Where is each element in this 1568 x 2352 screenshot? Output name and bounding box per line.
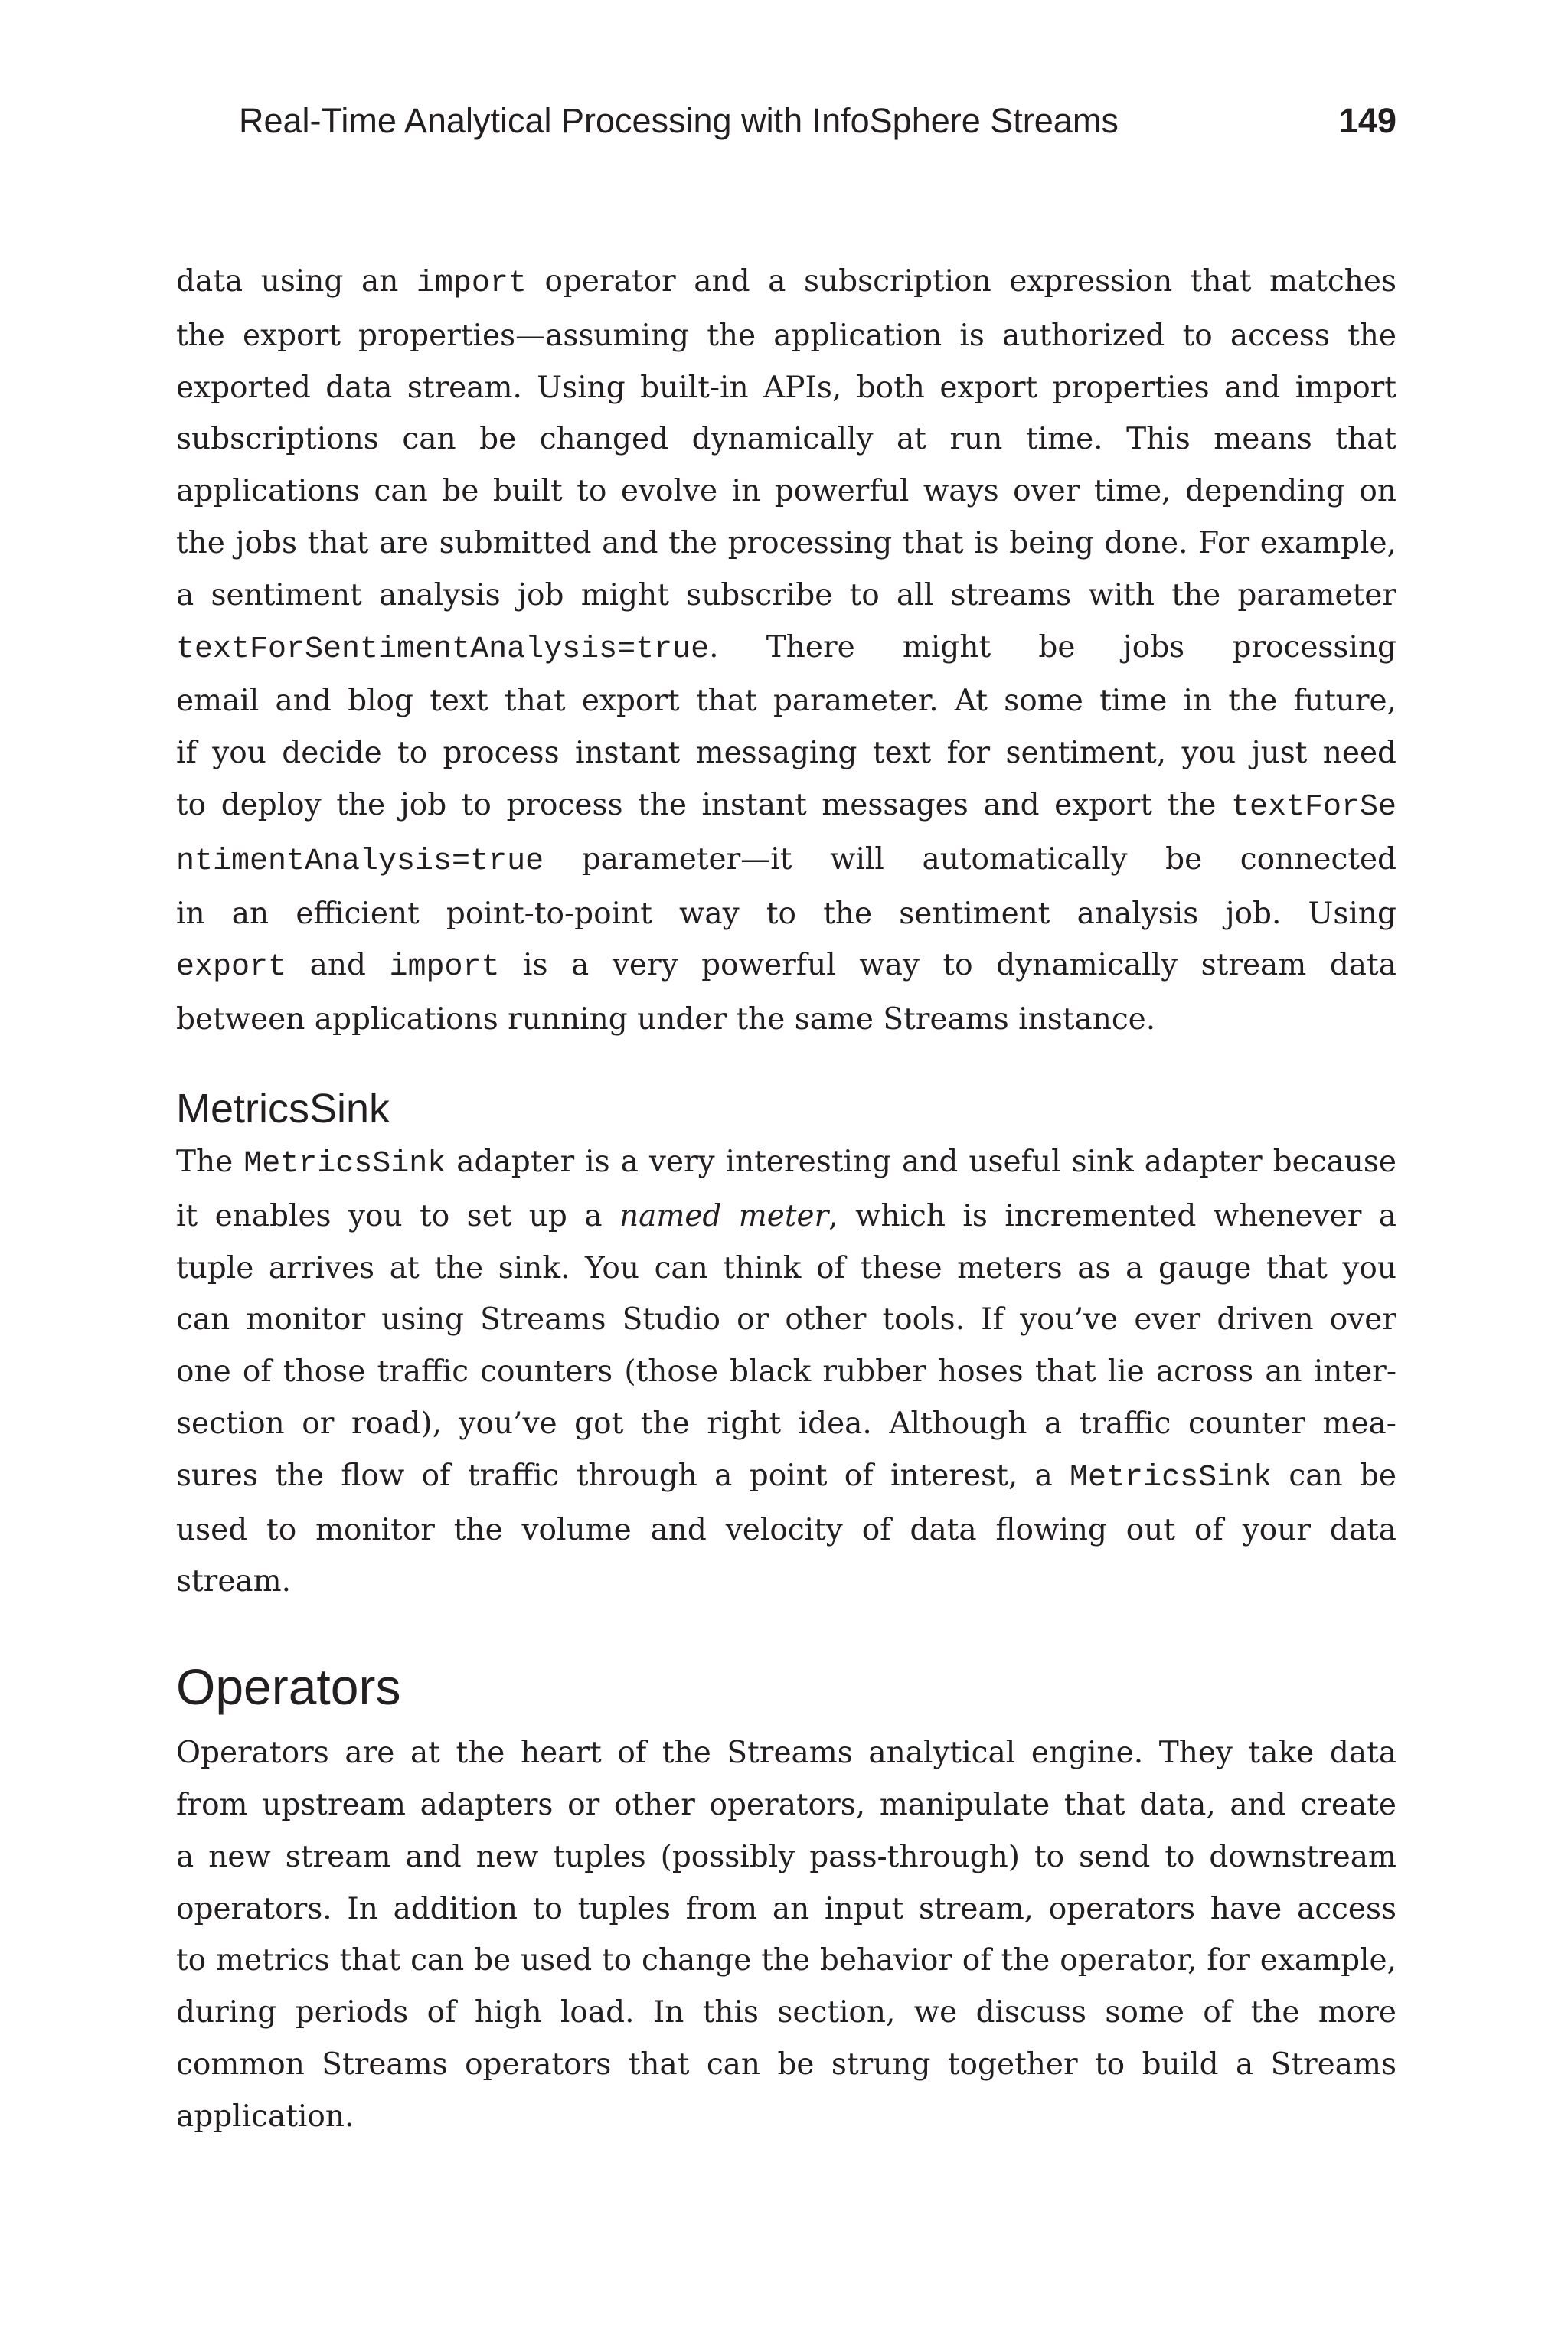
section-heading-operators: Operators xyxy=(176,1658,401,1716)
paragraph-operators xyxy=(176,1727,1396,2142)
text-line: used to monitor the volume and velocity of data flowing out of your data xyxy=(176,1512,1396,1547)
text-line: stream. xyxy=(176,1564,292,1599)
text-line: to metrics that can be used to change the behavior of the operator, for example, xyxy=(176,1943,1396,1978)
text-line: if you decide to process instant messaging text for sentiment, you just need xyxy=(176,736,1396,771)
text-line: applications can be built to evolve in powerful ways over time, depending on xyxy=(176,474,1396,509)
text-line: tuple arrives at the sink. You can think of these meters as a gauge that you xyxy=(176,1250,1396,1285)
text-line: subscriptions can be changed dynamically at run time. This means that xyxy=(176,422,1396,457)
text-line: Operators are at the heart of the Streams analytical engine. They take data xyxy=(176,1736,1396,1771)
text-line: The MetricsSink adapter is a very interesting and useful sink adapter because xyxy=(176,1144,1396,1181)
page-body xyxy=(176,256,1396,2143)
code-parameter-part1: textForSe xyxy=(1230,789,1396,825)
text-line: data using an import operator and a subscription expression that matches xyxy=(176,264,1396,301)
text-line: it enables you to set up a named meter, which is incremented whenever a xyxy=(176,1198,1397,1233)
text-line: common Streams operators that can be strung together to build a Streams xyxy=(176,2047,1396,2082)
section-heading-metricssink: MetricsSink xyxy=(176,1085,390,1132)
paragraph-export-import xyxy=(176,256,1396,1046)
running-head xyxy=(239,98,1396,144)
page-number: 149 xyxy=(1338,101,1396,140)
text-line: application. xyxy=(176,2099,354,2134)
code-import: import xyxy=(389,950,500,985)
text-line: during periods of high load. In this section, we discuss some of the more xyxy=(176,1995,1396,2030)
text-line: from upstream adapters or other operators, manipulate that data, and create xyxy=(176,1787,1396,1822)
code-parameter: textForSentimentAnalysis=true xyxy=(176,632,710,667)
text-line: between applications running under the same Streams instance. xyxy=(176,1002,1156,1037)
text-line: a sentiment analysis job might subscribe to all streams with the parameter xyxy=(176,577,1396,612)
running-title: Real-Time Analytical Processing with InfoSphere Streams xyxy=(239,101,1119,140)
text-line: the export properties—assuming the application is authorized to access the xyxy=(176,318,1396,353)
text-line: sures the flow of traffic through a point of interest, a MetricsSink can be xyxy=(176,1458,1396,1495)
text-line: ntimentAnalysis=true parameter—it will automatically be connected xyxy=(176,841,1396,879)
text-line: a new stream and new tuples (possibly pass-through) to send to downstream xyxy=(176,1839,1396,1874)
text-line: one of those traffic counters (those black rubber hoses that lie across an inter- xyxy=(176,1354,1396,1390)
text-line: to deploy the job to process the instant messages and export the textForSe xyxy=(176,787,1396,825)
code-parameter-part2: ntimentAnalysis=true xyxy=(176,844,544,879)
text-line: can monitor using Streams Studio or other tools. If you’ve ever driven over xyxy=(176,1302,1396,1338)
text-line: export and import is a very powerful way to dynamically stream data xyxy=(176,948,1396,985)
code-metricssink: MetricsSink xyxy=(1070,1460,1272,1495)
text-line: the jobs that are submitted and the processing that is being done. For example, xyxy=(176,525,1396,560)
text-line: operators. In addition to tuples from an input stream, operators have access xyxy=(176,1891,1396,1926)
text-line: in an efficient point-to-point way to the sentiment analysis job. Using xyxy=(176,896,1396,931)
text-line: email and blog text that export that parameter. At some time in the future, xyxy=(176,684,1396,719)
paragraph-metricssink xyxy=(176,1136,1396,1608)
code-export: export xyxy=(176,950,287,985)
emphasis-named-meter: named meter xyxy=(619,1198,829,1233)
text-line: section or road), you’ve got the right idea. Although a traffic counter mea- xyxy=(176,1406,1396,1441)
code-import: import xyxy=(416,266,527,301)
code-metricssink: MetricsSink xyxy=(243,1146,446,1181)
text-line: exported data stream. Using built-in APIs, both export properties and import xyxy=(176,370,1396,405)
text-line: textForSentimentAnalysis=true. There might be jobs processing xyxy=(176,629,1396,667)
